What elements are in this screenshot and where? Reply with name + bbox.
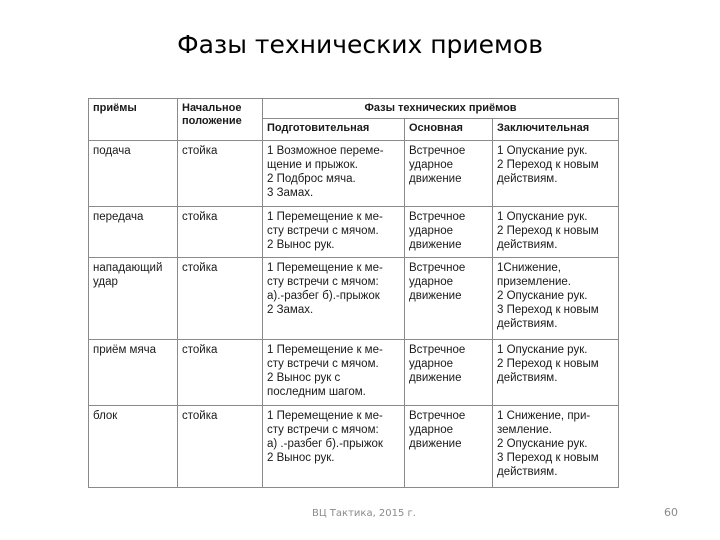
table-row: [89, 141, 619, 207]
cell-final: 1 Опускание рук. 2 Переход к новым действиям.: [493, 340, 619, 406]
cell-final: 1 Опускание рук. 2 Переход к новым действиям.: [493, 141, 619, 207]
cell-technique: передача: [89, 207, 178, 258]
cell-technique: блок: [89, 405, 178, 487]
header-main: Основная: [405, 119, 493, 141]
cell-technique: подача: [89, 141, 178, 207]
cell-preparatory: 1 Перемещение к ме- сту встречи с мячом. 2 Вынос рук с последним шагом.: [263, 340, 405, 406]
table-row: [89, 405, 619, 487]
cell-technique: нападающий удар: [89, 258, 178, 340]
cell-preparatory: 1 Перемещение к ме- сту встречи с мячом: а).-разбег б).-прыжок 2 Замах.: [263, 258, 405, 340]
cell-main: Встречное ударное движение: [405, 207, 493, 258]
slide-title: Фазы технических приемов: [177, 30, 543, 59]
header-technique: приёмы: [89, 99, 178, 141]
cell-final: 1Снижение, приземление. 2 Опускание рук. 3 Переход к новым действиям.: [493, 258, 619, 340]
cell-final: 1 Снижение, при- земление. 2 Опускание рук. 3 Переход к новым действиям.: [493, 405, 619, 487]
cell-preparatory: 1 Перемещение к ме- сту встречи с мячом. 2 Вынос рук.: [263, 207, 405, 258]
cell-initial: стойка: [178, 258, 263, 340]
footer-text: ВЦ Тактика, 2015 г.: [312, 508, 416, 519]
header-final: Заключительная: [493, 119, 619, 141]
cell-initial: стойка: [178, 340, 263, 406]
page-number: 60: [664, 506, 678, 519]
phases-table: [88, 98, 619, 488]
header-phases: Фазы технических приёмов: [263, 99, 619, 119]
cell-final: 1 Опускание рук. 2 Переход к новым действиям.: [493, 207, 619, 258]
cell-initial: стойка: [178, 141, 263, 207]
header-preparatory: Подготовительная: [263, 119, 405, 141]
table-row: [89, 340, 619, 406]
cell-main: Встречное ударное движение: [405, 405, 493, 487]
table-row: [89, 258, 619, 340]
cell-initial: стойка: [178, 405, 263, 487]
cell-preparatory: 1 Перемещение к ме- сту встречи с мячом: а) .-разбег б).-прыжок 2 Вынос рук.: [263, 405, 405, 487]
cell-main: Встречное ударное движение: [405, 141, 493, 207]
cell-technique: приём мяча: [89, 340, 178, 406]
header-initial-position: Начальное положение: [178, 99, 263, 141]
table-row: [89, 207, 619, 258]
cell-preparatory: 1 Возможное переме- щение и прыжок. 2 Подброс мяча. 3 Замах.: [263, 141, 405, 207]
cell-main: Встречное ударное движение: [405, 258, 493, 340]
cell-initial: стойка: [178, 207, 263, 258]
cell-main: Встречное ударное движение: [405, 340, 493, 406]
